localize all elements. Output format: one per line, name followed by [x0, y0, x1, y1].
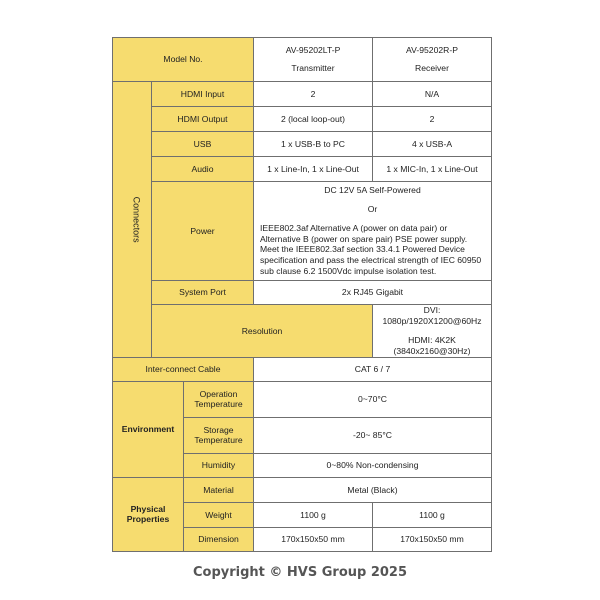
dimension-rx: 170x150x50 mm [373, 527, 492, 551]
environment-group-label: Environment [113, 381, 184, 477]
dimension-label: Dimension [184, 527, 254, 551]
hdmi-output-label: HDMI Output [152, 107, 254, 132]
audio-rx: 1 x MIC-In, 1 x Line-Out [373, 157, 492, 182]
resolution-value [373, 305, 492, 358]
resolution-hdmi: HDMI: 4K2K (3840x2160@30Hz) [393, 335, 471, 357]
physical-group-label: Physical Properties [113, 477, 184, 551]
hdmi-input-rx: N/A [373, 82, 492, 107]
weight-tx: 1100 g [254, 502, 373, 527]
receiver-header [373, 38, 492, 82]
usb-label: USB [152, 132, 254, 157]
humidity-value: 0~80% Non-condensing [254, 453, 492, 477]
dimension-tx: 170x150x50 mm [254, 527, 373, 551]
system-port-value: 2x RJ45 Gigabit [254, 281, 492, 305]
rx-role: Receiver [415, 63, 449, 73]
power-value [254, 182, 492, 281]
hdmi-input-tx: 2 [254, 82, 373, 107]
model-no-label: Model No. [113, 38, 254, 82]
resolution-dvi: DVI: 1080p/1920X1200@60Hz [382, 305, 482, 326]
usb-tx: 1 x USB-B to PC [254, 132, 373, 157]
material-value: Metal (Black) [254, 477, 492, 502]
power-line-2: Or [367, 204, 378, 215]
audio-tx: 1 x Line-In, 1 x Line-Out [254, 157, 373, 182]
spec-table [112, 37, 492, 552]
hdmi-input-label: HDMI Input [152, 82, 254, 107]
connectors-group-label: Connectors [113, 82, 152, 358]
power-line-3: IEEE802.3af Alternative A (power on data pair) or Alternative B (power on spare pair) PSE power supply. Meet the IEEE802.3af section 33.4.1 Powered Device specification and pass the electrical strength of IEC 60950 sub clause 6.2 1500Vdc impulse isolation test. [260, 222, 482, 276]
material-label: Material [184, 477, 254, 502]
audio-label: Audio [152, 157, 254, 182]
humidity-label: Humidity [184, 453, 254, 477]
weight-rx: 1100 g [373, 502, 492, 527]
resolution-label: Resolution [152, 305, 373, 358]
operation-temp-label: Operation Temperature [184, 381, 254, 417]
hdmi-output-rx: 2 [373, 107, 492, 132]
copyright-footer: Copyright © HVS Group 2025 [192, 565, 408, 580]
usb-rx: 4 x USB-A [373, 132, 492, 157]
tx-role: Transmitter [291, 63, 335, 73]
power-line-1: DC 12V 5A Self-Powered [324, 185, 421, 196]
interconnect-label: Inter-connect Cable [113, 357, 254, 381]
power-label: Power [152, 182, 254, 281]
interconnect-value: CAT 6 / 7 [254, 357, 492, 381]
system-port-label: System Port [152, 281, 254, 305]
rx-model: AV-95202R-P [406, 45, 458, 56]
storage-temp-label: Storage Temperature [184, 417, 254, 453]
transmitter-header [254, 38, 373, 82]
hdmi-output-tx: 2 (local loop-out) [254, 107, 373, 132]
tx-model: AV-95202LT-P [285, 45, 341, 56]
storage-temp-value: -20~ 85°C [254, 417, 492, 453]
operation-temp-value: 0~70°C [254, 381, 492, 417]
weight-label: Weight [184, 502, 254, 527]
